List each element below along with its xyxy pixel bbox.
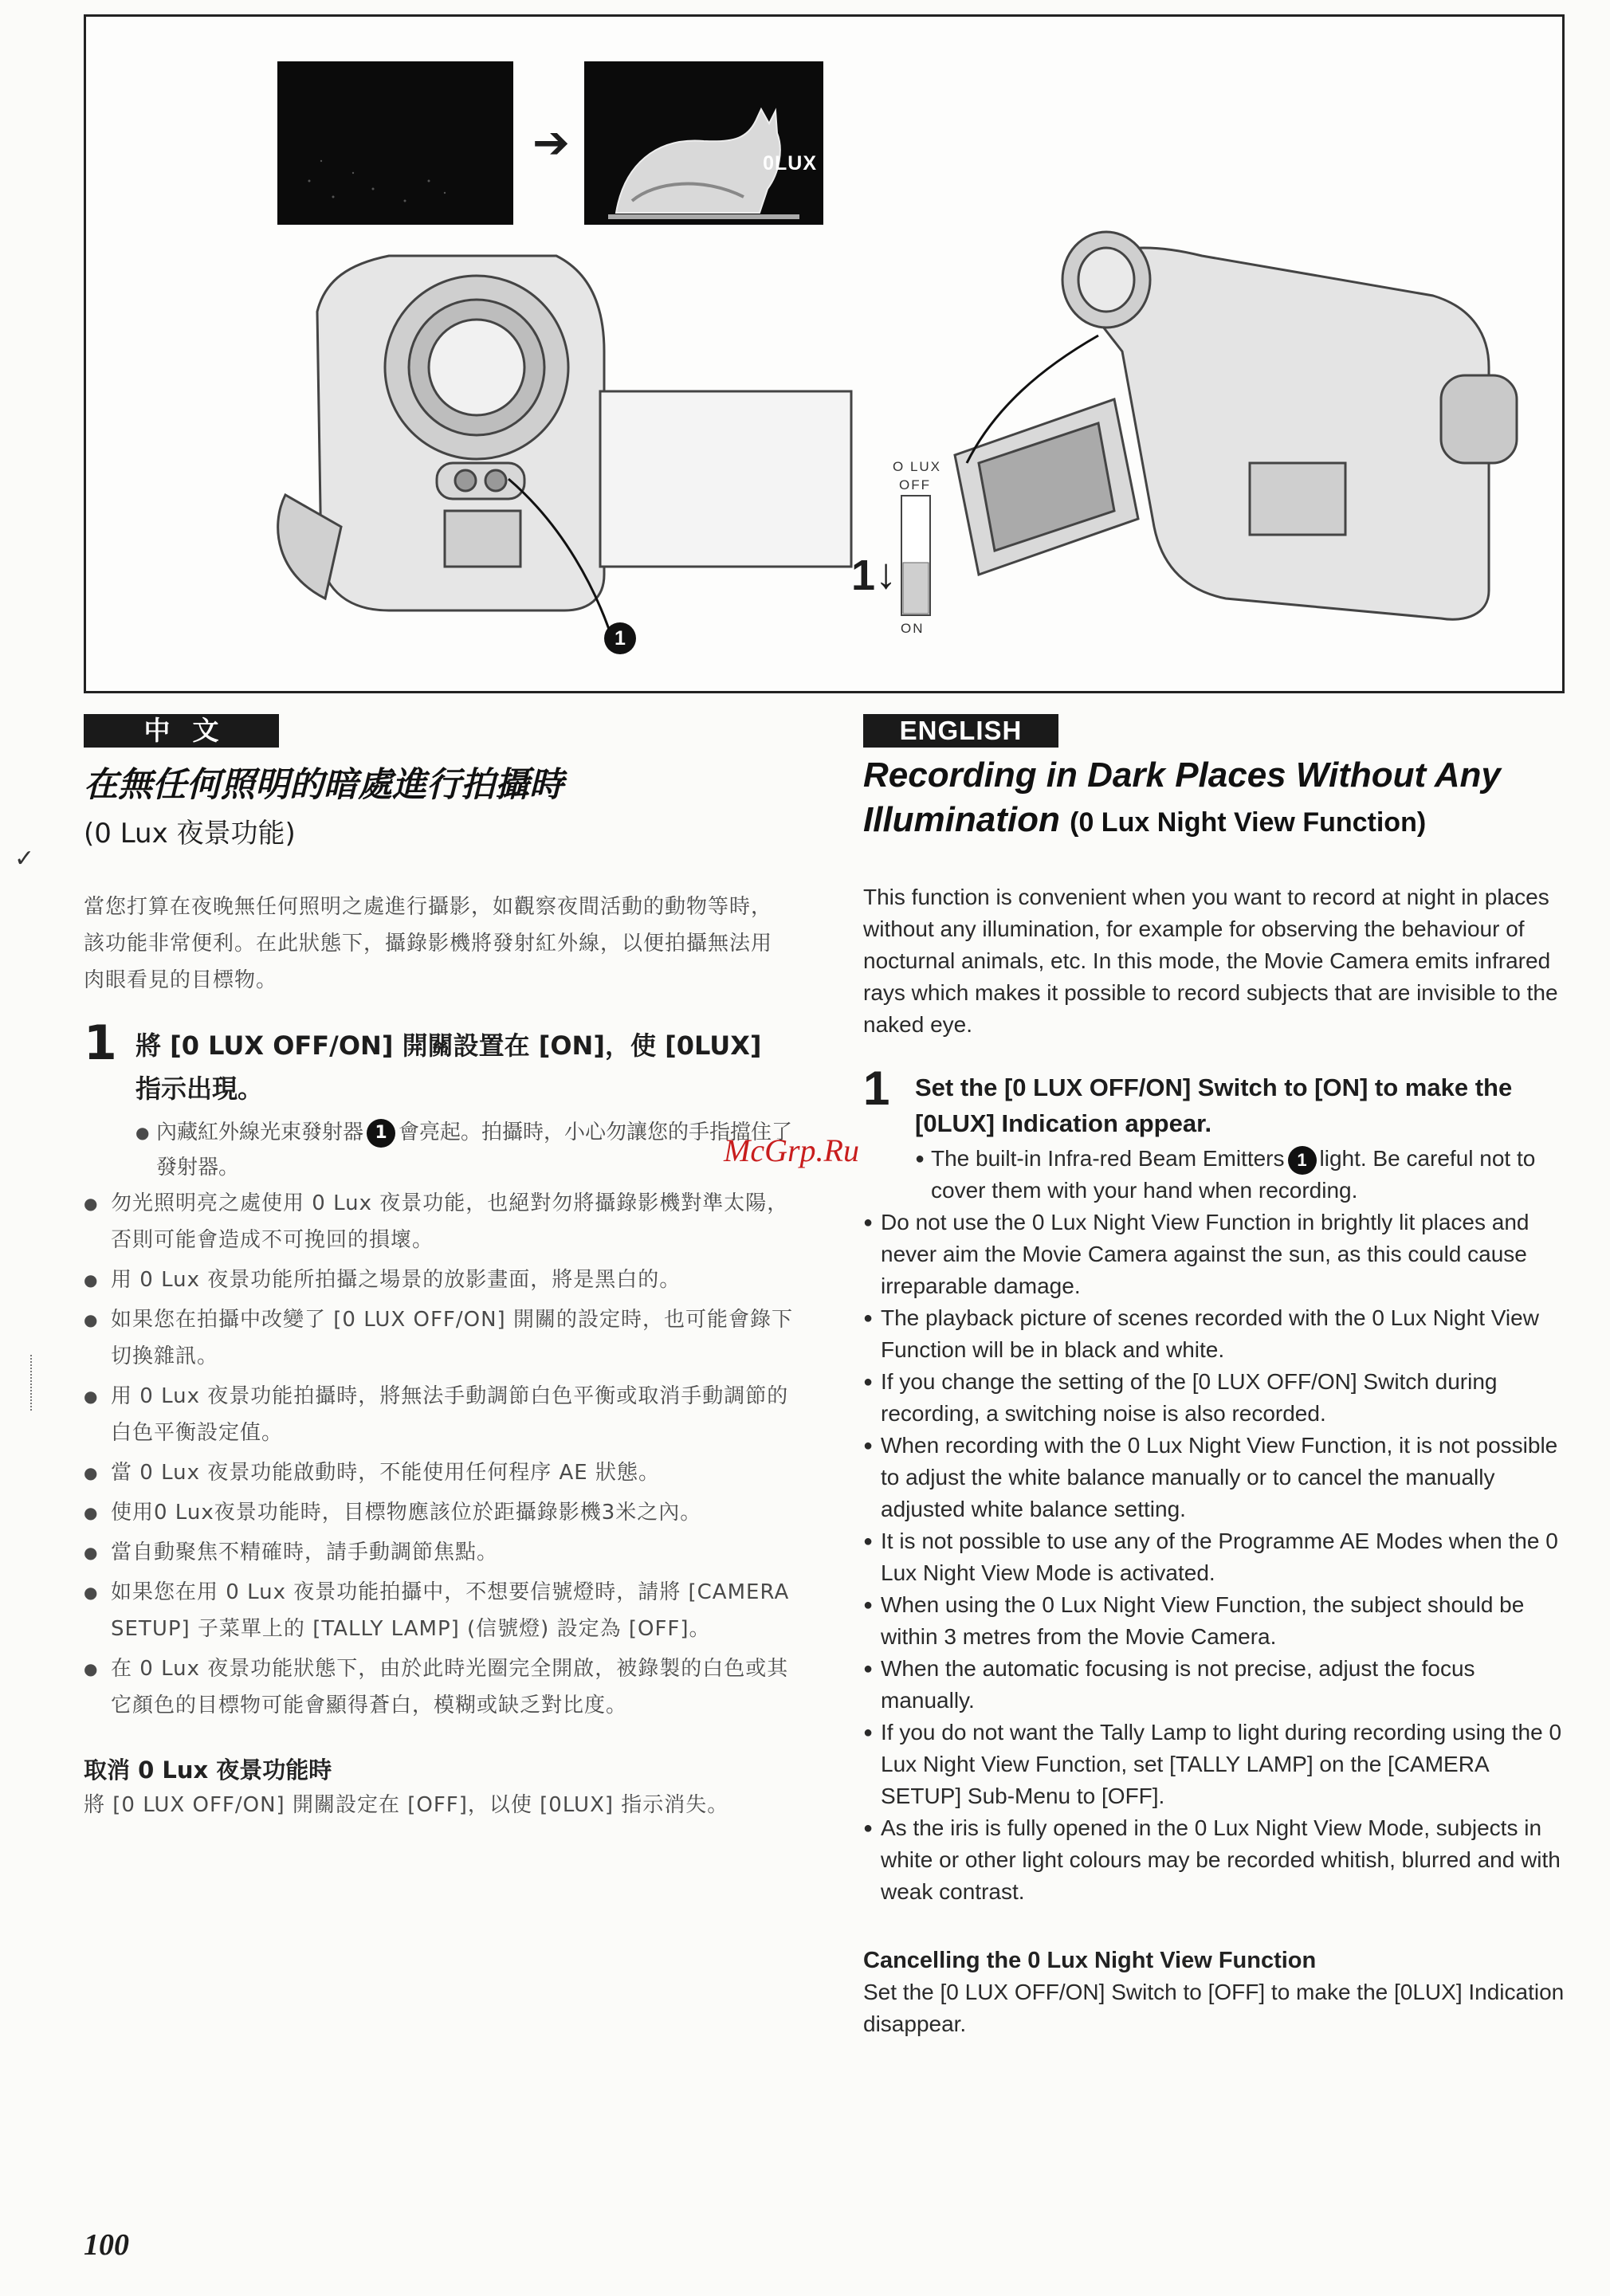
switch-lux-label: O LUX xyxy=(893,459,942,474)
list-item: ● 如果您在拍攝中改變了 [0 LUX OFF/ON] 開關的設定時，也可能會錄下切換雜訊。 xyxy=(84,1301,793,1375)
list-item: ● 當自動聚焦不精確時，請手動調節焦點。 xyxy=(84,1534,793,1571)
margin-dots xyxy=(30,1355,33,1411)
list-item: ● When using the 0 Lux Night View Function, the subject should be within 3 metres from the Movie Camera. xyxy=(863,1589,1573,1653)
list-item: ● Do not use the 0 Lux Night View Function in brightly lit places and never aim the Movie Camera against the sun, as this could cause irreparable damage. xyxy=(863,1207,1573,1302)
english-title xyxy=(863,753,1573,845)
chinese-cancel-body: 將 [0 LUX OFF/ON] 開關設定在 [OFF]，以使 [0LUX] 指示消失。 xyxy=(84,1793,729,1817)
page-number: 100 xyxy=(84,2228,129,2262)
chinese-step-text: 將 [0 LUX OFF/ON] 開關設置在 [ON]，使 [0LUX] 指示出現。 xyxy=(135,1030,762,1104)
chinese-intro: 當您打算在夜晚無任何照明之處進行攝影，如觀察夜間活動的動物等時，該功能非常便利。在此狀態下，攝錄影機將發射紅外線，以便拍攝無法用肉眼看見的目標物。 xyxy=(84,895,773,992)
english-intro: This function is convenient when you want to record at night in places without any illumination, for example for observing the behaviour of nocturnal animals, etc. In this mode, the Movie Camera emits infrared rays which makes it possible to record subjects that are invisible to the naked eye. xyxy=(863,885,1558,1037)
emitter-marker-icon: 1 xyxy=(604,622,636,654)
chinese-subtitle: (0 Lux 夜景功能) xyxy=(84,818,296,850)
list-item: ● 當 0 Lux 夜景功能啟動時，不能使用任何程序 AE 狀態。 xyxy=(84,1454,793,1491)
english-bullet-before: The built-in Infra-red Beam Emitters xyxy=(931,1146,1285,1171)
chinese-cancel-heading: 取消 0 Lux 夜景功能時 xyxy=(84,1756,332,1784)
lux-switch-diagram xyxy=(901,496,930,615)
list-item: ● As the iris is fully opened in the 0 Lux Night View Mode, subjects in white or other light colours may be recorded whitish, blurred and with weak contrast. xyxy=(863,1812,1573,1908)
list-item: ● 使用0 Lux夜景功能時，目標物應該位於距攝錄影機3米之內。 xyxy=(84,1494,793,1531)
list-item: ● The playback picture of scenes recorded with the 0 Lux Night View Function will be in black and white. xyxy=(863,1302,1573,1366)
down-arrow-icon: ↓ xyxy=(875,550,897,598)
side-camcorder xyxy=(955,232,1517,619)
english-step-1 xyxy=(863,1062,1573,1207)
list-item: ● It is not possible to use any of the Programme AE Modes when the 0 Lux Night View Mode is activated. xyxy=(863,1525,1573,1589)
chinese-step-1 xyxy=(84,1015,793,1185)
english-notes-list xyxy=(863,1207,1573,1908)
chinese-step-number: 1 xyxy=(84,1015,117,1071)
arrow-right-icon: ➔ xyxy=(532,117,570,167)
english-title-main: Recording in Dark Places Without Any Illumination xyxy=(863,756,1501,839)
chinese-title: 在無任何照明的暗處進行拍攝時 xyxy=(84,765,564,805)
list-item: ● 勿光照明亮之處使用 0 Lux 夜景功能，也絕對勿將攝錄影機對準太陽，否則可能會造成不可挽回的損壞。 xyxy=(84,1185,793,1258)
watermark: McGrp.Ru xyxy=(724,1132,859,1168)
osd-olux-indication: 0LUX xyxy=(763,152,817,175)
emitter-marker-icon: 1 xyxy=(1288,1146,1317,1175)
margin-tick-mark: ✓ xyxy=(14,846,35,872)
chinese-notes-list xyxy=(84,1185,793,1724)
english-language-badge: ENGLISH xyxy=(863,714,1058,748)
chinese-step-bullet xyxy=(135,1115,793,1185)
illustration-figure xyxy=(84,14,1565,693)
emitter-marker-icon: 1 xyxy=(367,1119,395,1148)
chinese-column xyxy=(84,761,793,1823)
camcorder-drawings xyxy=(86,17,1567,696)
english-step-number: 1 xyxy=(863,1062,890,1115)
english-title-suffix: (0 Lux Night View Function) xyxy=(1070,807,1427,838)
list-item: ● 用 0 Lux 夜景功能拍攝時，將無法手動調節白色平衡或取消手動調節的白色平衡設定值。 xyxy=(84,1378,793,1451)
english-cancel-heading: Cancelling the 0 Lux Night View Function xyxy=(863,1948,1317,1973)
chinese-language-badge: 中文 xyxy=(84,714,279,748)
list-item: ● When the automatic focusing is not precise, adjust the focus manually. xyxy=(863,1653,1573,1717)
figure-step-number: 1 xyxy=(851,551,876,599)
list-item: ● 在 0 Lux 夜景功能狀態下，由於此時光圈完全開啟，被錄製的白色或其它顏色的目標物可能會顯得蒼白，模糊或缺乏對比度。 xyxy=(84,1650,793,1724)
switch-on-label: ON xyxy=(901,621,925,636)
list-item: ● When recording with the 0 Lux Night View Function, it is not possible to adjust the white balance manually or to cancel the manually adjusted white balance setting. xyxy=(863,1430,1573,1525)
list-item: ● If you change the setting of the [0 LUX OFF/ON] Switch during recording, a switching noise is also recorded. xyxy=(863,1366,1573,1430)
front-camcorder xyxy=(278,256,851,638)
english-step-bullet xyxy=(915,1143,1573,1207)
english-cancel-body: Set the [0 LUX OFF/ON] Switch to [OFF] to make the [0LUX] Indication disappear. xyxy=(863,1980,1565,2036)
list-item: ● 如果您在用 0 Lux 夜景功能拍攝中，不想要信號燈時，請將 [CAMERA SETUP] 子菜單上的 [TALLY LAMP] (信號燈) 設定為 [OFF]。 xyxy=(84,1574,793,1647)
list-item: ● If you do not want the Tally Lamp to light during recording using the 0 Lux Night View Function, set [TALLY LAMP] on the [CAMERA SETUP] Sub-Menu to [OFF]. xyxy=(863,1717,1573,1812)
chinese-bullet-before: 內藏紅外線光束發射器 xyxy=(156,1121,364,1144)
switch-off-label: OFF xyxy=(899,477,931,493)
english-column xyxy=(863,753,1573,2040)
english-step-text: Set the [0 LUX OFF/ON] Switch to [ON] to make the [0LUX] Indication appear. xyxy=(915,1073,1513,1137)
list-item: ● 用 0 Lux 夜景功能所拍攝之場景的放影畫面，將是黑白的。 xyxy=(84,1262,793,1298)
english-bullet-after: light. Be careful not to cover them with your hand when recording. xyxy=(931,1146,1536,1203)
chinese-bullet-after: 會亮起。拍攝時，小心勿讓您的手指擋住了發射器。 xyxy=(156,1121,793,1179)
